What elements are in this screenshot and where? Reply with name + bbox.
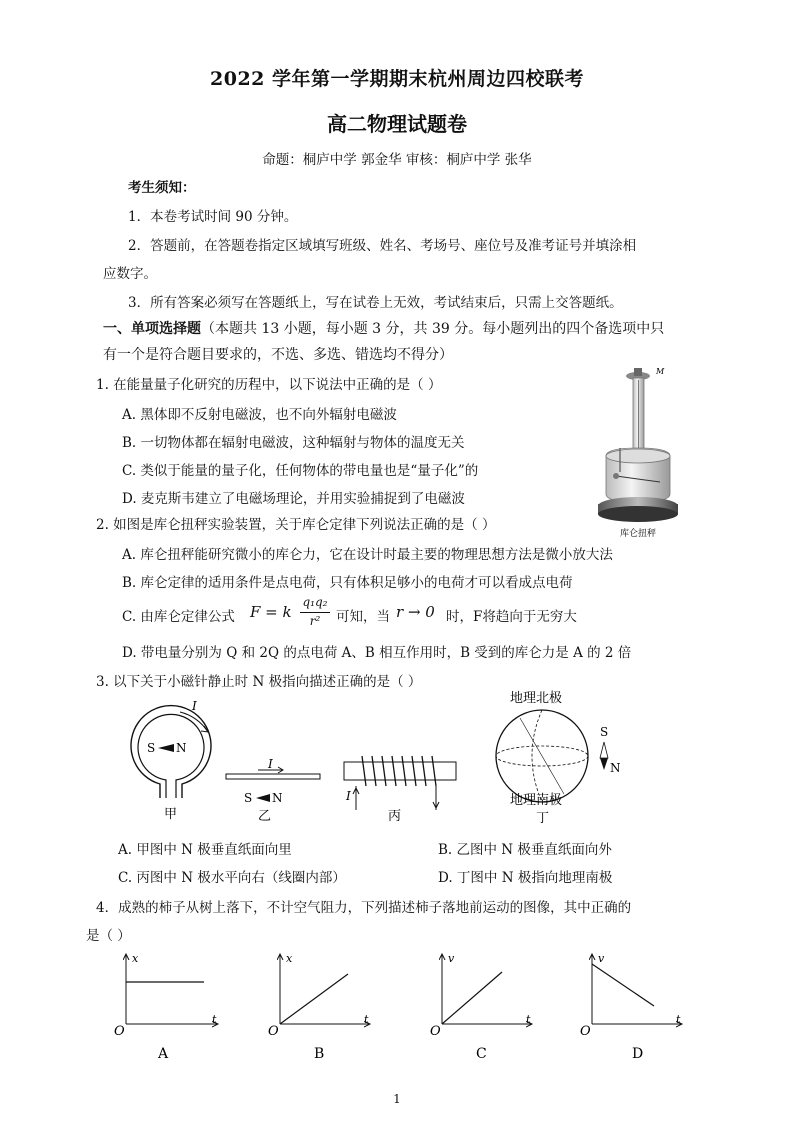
graph-a-origin: O	[114, 1024, 125, 1039]
q1-option-d: D. 麦克斯韦建立了电磁场理论，并用实验捕捉到了电磁波	[122, 491, 465, 507]
needle-s-ding: S	[600, 725, 609, 739]
q2-option-d: D. 带电量分别为 Q 和 2Q 的点电荷 A、B 相互作用时，B 受到的库仑力是 A 的 2 倍	[122, 645, 632, 661]
q2-option-b: B. 库仑定律的适用条件是点电荷，只有体积足够小的电荷才可以看成点电荷	[122, 575, 573, 591]
notice-heading: 考生须知：	[128, 180, 196, 196]
graph-c-x-label: t	[526, 1013, 531, 1026]
q1-option-b: B. 一切物体都在辐射电磁波，这种辐射与物体的温度无关	[122, 435, 465, 451]
page-number: 1	[393, 1092, 401, 1106]
section-title: 一、单项选择题	[103, 321, 201, 337]
graph-b-y-label: x	[286, 952, 293, 965]
exam-title: 2022 学年第一学期期末杭州周边四校联考	[210, 68, 584, 90]
figure-caption: 库仑扭秤	[619, 529, 657, 539]
q1-option-a: A. 黑体即不反射电磁波，也不向外辐射电磁波	[122, 407, 397, 423]
needle-n-jia: N	[176, 741, 187, 755]
q2-option-c-suffix: 时，F将趋向于无穷大	[446, 609, 577, 625]
figure-jia-loop	[131, 699, 211, 822]
q2-option-c-mid: 可知，当	[336, 609, 390, 625]
section-desc-cont: 有一个是符合题目要求的，不选、多选、错选均不得分）	[103, 347, 453, 363]
q4-stem: 4．成熟的柿子从树上落下，不计空气阻力，下列描述柿子落地前运动的图像，其中正确的	[96, 900, 632, 916]
coulomb-formula-lhs: F = k	[250, 603, 292, 621]
geographic-north-label: 地理北极	[510, 691, 563, 706]
q2-option-c-prefix: C. 由库仑定律公式	[122, 609, 235, 625]
notice-item-2: 2．答题前，在答题卷指定区域填写班级、姓名、考场号、座位号及准考证号并填涂相	[128, 238, 637, 254]
graph-a-label: A	[158, 1046, 169, 1062]
graph-c-line	[442, 972, 502, 1024]
notice-item-1: 1．本卷考试时间 90 分钟。	[128, 209, 298, 225]
coulomb-formula-numerator: q₁q₂	[302, 595, 328, 609]
graph-c-label: C	[476, 1046, 487, 1062]
current-label-yi: I	[268, 757, 273, 771]
figure-ding-label: 丁	[536, 811, 550, 826]
graph-d	[580, 952, 682, 1062]
graph-a	[114, 952, 218, 1062]
current-label-bing: I	[346, 789, 351, 803]
graph-d-label: D	[632, 1046, 644, 1062]
figure-yi-label: 乙	[258, 809, 272, 824]
graph-a-x-label: t	[212, 1013, 217, 1026]
graph-c	[430, 952, 532, 1062]
q3-magnetic-figures	[110, 690, 650, 830]
r-limit: r → 0	[396, 603, 435, 621]
figure-label-m: M	[656, 367, 665, 376]
q3-option-d: D. 丁图中 N 极指向地理南极	[438, 870, 613, 886]
graph-d-x-label: t	[676, 1013, 681, 1026]
figure-jia-label: 甲	[164, 807, 178, 822]
figure-bing-label: 丙	[388, 809, 402, 824]
exam-subtitle: 高二物理试题卷	[327, 112, 467, 136]
fraction-bar	[300, 612, 330, 613]
needle-s-yi: S	[244, 791, 253, 805]
figure-bing-solenoid	[344, 756, 456, 824]
needle-n-yi: N	[272, 791, 283, 805]
graph-d-line	[592, 964, 654, 1006]
graph-c-y-label: v	[448, 952, 455, 965]
graph-b	[268, 952, 370, 1062]
figure-yi-wire	[226, 757, 320, 824]
q2-option-a: A. 库仑扭秤能研究微小的库仑力，它在设计时最主要的物理思想方法是微小放大法	[122, 547, 613, 563]
q3-option-b: B. 乙图中 N 极垂直纸面向外	[438, 842, 612, 858]
graph-c-origin: O	[430, 1024, 441, 1039]
coulomb-formula-denominator: r²	[309, 614, 321, 628]
q1-stem: 1. 在能量量子化研究的历程中，以下说法中正确的是（ ）	[96, 377, 442, 393]
q3-stem: 3. 以下关于小磁针静止时 N 极指向描述正确的是（ ）	[96, 674, 422, 690]
q4-stem-cont: 是（ ）	[86, 928, 131, 944]
graph-d-origin: O	[580, 1024, 591, 1039]
geographic-south-label: 地理南极	[510, 793, 563, 808]
graph-b-origin: O	[268, 1024, 279, 1039]
notice-item-3: 3．所有答案必须写在答题纸上，写在试卷上无效，考试结束后，只需上交答题纸。	[128, 295, 623, 311]
graph-b-label: B	[314, 1046, 325, 1062]
q2-stem: 2. 如图是库仑扭秤实验装置，关于库仑定律下列说法正确的是（ ）	[96, 517, 496, 533]
notice-item-2-cont: 应数字。	[103, 266, 157, 282]
q1-option-c: C. 类似于能量的量子化，任何物体的带电量也是“量子化”的	[122, 463, 479, 479]
current-label-jia: I	[192, 699, 197, 713]
needle-n-ding: N	[610, 761, 621, 775]
graph-b-line	[280, 974, 348, 1024]
section-heading	[103, 318, 664, 338]
needle-s-jia: S	[147, 741, 156, 755]
coulomb-torsion-balance-figure	[594, 364, 684, 540]
graph-a-y-label: x	[132, 952, 139, 965]
figure-ding-earth	[496, 690, 621, 826]
graph-b-x-label: t	[364, 1013, 369, 1026]
graph-d-y-label: v	[598, 952, 605, 965]
q3-option-a: A. 甲图中 N 极垂直纸面向里	[118, 842, 292, 858]
authors-line: 命题：桐庐中学 郭金华 审核：桐庐中学 张华	[262, 152, 532, 168]
section-desc: （本题共 13 小题，每小题 3 分，共 39 分。每小题列出的四个备选项中只	[201, 321, 665, 337]
q4-graphs	[108, 944, 698, 1074]
q3-option-c: C. 丙图中 N 极水平向右（线圈内部）	[118, 870, 346, 886]
